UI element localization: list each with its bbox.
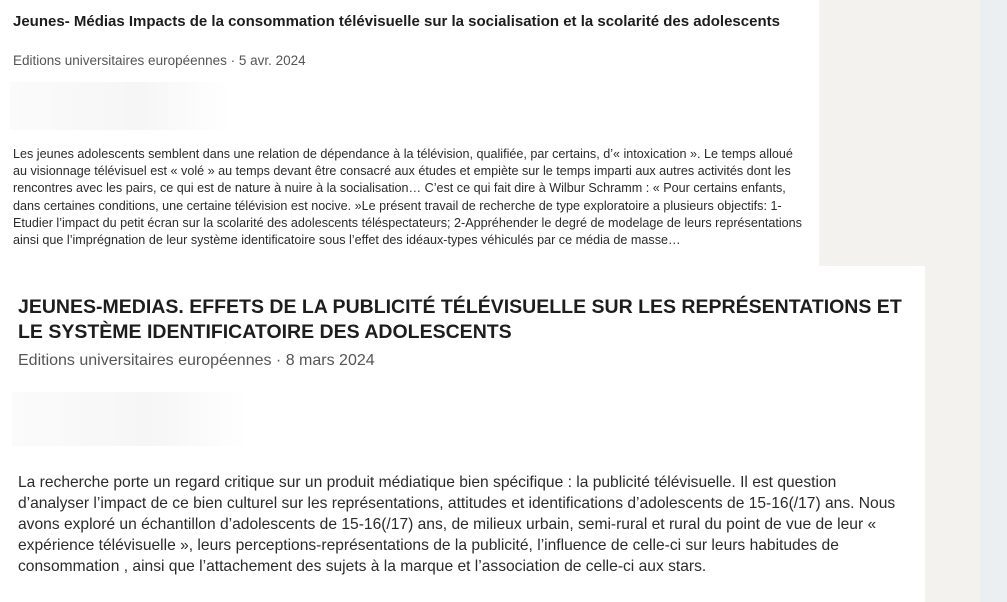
book-description: La recherche porte un regard critique sur un produit médiatique bien spécifique : la publicité télévisuelle. Il est question d’analyser l’impact de ce bien culturel sur les représentations, attitudes et identifications d’adolescents de 15-16(/17) ans. Nous avons exploré un échantillon d’adolescents de 15-16(/17) ans, de milieux urbain, semi-rural et rural du point de vue de leur « expérience télévisuelle », leurs perceptions-représentations de la publicité, l’influence de celle-ci sur leurs habitudes de consommation , ainsi que l’attachement des sujets à la marque et l’association de celle-ci aux stars.: [18, 474, 896, 575]
book-title-link[interactable]: JEUNES-MEDIAS. EFFETS DE LA PUBLICITÉ TÉLÉVISUELLE SUR LES REPRÉSENTATIONS ET LE SYSTÈME IDENTIFICATOIRE DES ADOLESCENTS: [18, 296, 902, 343]
book-publisher-date: Editions universitaires européennes · 8 mars 2024: [18, 352, 375, 369]
book-thumbnail-placeholder: [12, 392, 247, 446]
book-thumbnail-placeholder: [10, 82, 230, 130]
book-result-card[interactable]: [0, 0, 819, 266]
book-description: Les jeunes adolescents semblent dans une relation de dépendance à la télévision, qualifiée, par certains, d’« intoxication ». Le temps alloué au visionnage télévisuel est « volé » au temps devant être consacré aux études et empiète sur le temps imparti aux autres activités dont les rencontres avec les pairs, ce qui est de nature à nuire à la socialisation… C’est ce qui fait dire à Wilbur Schramm : « Pour certains enfants, dans certaines conditions, une certaine télévision est nocive. »Le présent travail de recherche de type exploratoire a plusieurs objectifs: 1- Etudier l’impact du petit écran sur la scolarité des adolescents téléspectateurs; 2-Appréhender le degré de modelage de leurs représentations ainsi que l’imprégnation de leur système identificatoire sous l’effet des idéaux-types véhiculés par ce média de masse…: [13, 147, 802, 248]
page-background-strip: [980, 0, 1007, 602]
book-title-link[interactable]: Jeunes- Médias Impacts de la consommation télévisuelle sur la socialisation et la scolarité des adolescents: [13, 13, 780, 30]
book-publisher-date: Editions universitaires européennes · 5 avr. 2024: [13, 53, 306, 68]
book-result-card[interactable]: [0, 266, 925, 602]
